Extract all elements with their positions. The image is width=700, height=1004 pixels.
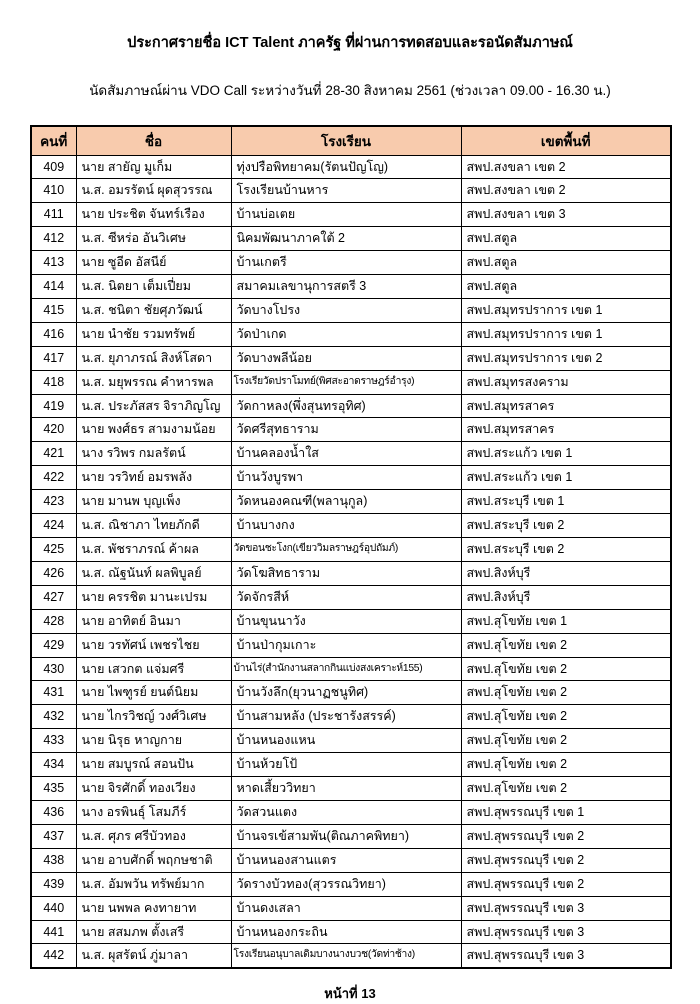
table-row	[31, 609, 671, 633]
cell-no: 414	[31, 275, 76, 299]
table-row	[31, 872, 671, 896]
cell-no: 427	[31, 585, 76, 609]
cell-no: 435	[31, 777, 76, 801]
cell-area: สพป.สุโขทัย เขต 1	[461, 609, 671, 633]
cell-name: นาย สมบูรณ์ สอนปัน	[76, 753, 231, 777]
cell-no: 420	[31, 418, 76, 442]
cell-no: 421	[31, 442, 76, 466]
table-row	[31, 538, 671, 562]
cell-name: นาย เสวกต แจ่มศรี	[76, 657, 231, 681]
cell-name: นาย นำชัย รวมทรัพย์	[76, 322, 231, 346]
cell-name: นาย จิรศักดิ์ ทองเวียง	[76, 777, 231, 801]
cell-area: สพป.สตูล	[461, 251, 671, 275]
cell-area: สพป.สระบุรี เขต 2	[461, 538, 671, 562]
cell-area: สพป.สระบุรี เขต 1	[461, 490, 671, 514]
cell-school: บ้านดงเสลา	[231, 896, 461, 920]
table-row	[31, 729, 671, 753]
header-name: ชื่อ	[76, 126, 231, 155]
cell-area: สพป.สุพรรณบุรี เขต 3	[461, 920, 671, 944]
cell-school: วัดรางบัวทอง(สุวรรณวิทยา)	[231, 872, 461, 896]
cell-area: สพป.สงขลา เขต 2	[461, 155, 671, 179]
table-row	[31, 370, 671, 394]
cell-no: 410	[31, 179, 76, 203]
table-row	[31, 920, 671, 944]
cell-no: 411	[31, 203, 76, 227]
table-row	[31, 944, 671, 968]
cell-school: โรงเรียวัดปราโมทย์(พิศสะอาดราษฎร์อำรุง)	[231, 370, 461, 394]
table-row	[31, 466, 671, 490]
cell-school: บ้านไร่(สำนักงานสลากกินแบ่งสงเคราะห์155)	[231, 657, 461, 681]
cell-name: น.ส. นิตยา เต็มเปี่ยม	[76, 275, 231, 299]
table-row	[31, 155, 671, 179]
header-school: โรงเรียน	[231, 126, 461, 155]
cell-school: วัดบางโปรง	[231, 298, 461, 322]
cell-no: 433	[31, 729, 76, 753]
table-header-row	[31, 126, 671, 155]
cell-area: สพป.สมุทรปราการ เขต 2	[461, 346, 671, 370]
cell-name: น.ส. อมรรัตน์ ผุดสุวรรณ	[76, 179, 231, 203]
cell-school: วัดโฆสิทธาราม	[231, 561, 461, 585]
cell-area: สพป.สุพรรณบุรี เขต 2	[461, 824, 671, 848]
cell-school: โรงเรียนอนุบาลเดิมบางนางบวช(วัดท่าช้าง)	[231, 944, 461, 968]
cell-school: บ้านเกตรี	[231, 251, 461, 275]
cell-no: 434	[31, 753, 76, 777]
cell-name: นาย นิรุธ หาญกาย	[76, 729, 231, 753]
cell-no: 429	[31, 633, 76, 657]
cell-school: วัดหนองคณฑี(พลานุกูล)	[231, 490, 461, 514]
table-row	[31, 561, 671, 585]
cell-area: สพป.สระบุรี เขต 2	[461, 514, 671, 538]
cell-school: บ้านคลองน้ำใส	[231, 442, 461, 466]
cell-area: สพป.สมุทรปราการ เขต 1	[461, 298, 671, 322]
table-row	[31, 251, 671, 275]
cell-no: 412	[31, 227, 76, 251]
cell-school: วัดบางพลีน้อย	[231, 346, 461, 370]
table-body	[31, 155, 671, 968]
cell-area: สพป.สมุทรปราการ เขต 1	[461, 322, 671, 346]
cell-area: สพป.สตูล	[461, 275, 671, 299]
cell-no: 440	[31, 896, 76, 920]
cell-school: บ้านห้วยโป้	[231, 753, 461, 777]
cell-school: บ้านหนองแหน	[231, 729, 461, 753]
cell-area: สพป.สุโขทัย เขต 2	[461, 729, 671, 753]
cell-name: น.ส. ณัฐนันท์ ผลพิบูลย์	[76, 561, 231, 585]
cell-area: สพป.สงขลา เขต 2	[461, 179, 671, 203]
cell-no: 417	[31, 346, 76, 370]
cell-school: บ้านหนองสานแตร	[231, 848, 461, 872]
cell-area: สพป.สุพรรณบุรี เขต 3	[461, 896, 671, 920]
cell-name: น.ส. ชนิตา ชัยศุภวัฒน์	[76, 298, 231, 322]
cell-no: 418	[31, 370, 76, 394]
cell-no: 409	[31, 155, 76, 179]
cell-no: 431	[31, 681, 76, 705]
cell-area: สพป.สระแก้ว เขต 1	[461, 466, 671, 490]
table-row	[31, 896, 671, 920]
table-row	[31, 800, 671, 824]
cell-name: น.ส. ประภัสสร จิราภิญโญ	[76, 394, 231, 418]
cell-school: ทุ่งปรือพิทยาคม(รัตนปัญโญ)	[231, 155, 461, 179]
cell-name: นาย ไกรวิชญ์ วงศ์วิเศษ	[76, 705, 231, 729]
table-row	[31, 777, 671, 801]
page-number: หน้าที่ 13	[324, 986, 376, 1002]
table-row	[31, 322, 671, 346]
table-row	[31, 753, 671, 777]
cell-no: 432	[31, 705, 76, 729]
cell-name: น.ส. พัชราภรณ์ ค้าผล	[76, 538, 231, 562]
table-row	[31, 298, 671, 322]
cell-no: 438	[31, 848, 76, 872]
cell-name: น.ส. ศุภร ศรีบัวทอง	[76, 824, 231, 848]
table-row	[31, 824, 671, 848]
table-row	[31, 346, 671, 370]
cell-school: หาดเสี้ยววิทยา	[231, 777, 461, 801]
cell-school: บ้านบางกง	[231, 514, 461, 538]
cell-school: วัดป่าเกด	[231, 322, 461, 346]
cell-area: สพป.สุพรรณบุรี เขต 3	[461, 944, 671, 968]
header-area: เขตพื้นที่	[461, 126, 671, 155]
cell-school: บ้านหนองกระถิน	[231, 920, 461, 944]
cell-name: น.ส. ยุภาภรณ์ สิงห์โสดา	[76, 346, 231, 370]
cell-school: วัดศรีสุทธาราม	[231, 418, 461, 442]
table-row	[31, 227, 671, 251]
cell-name: น.ส. อัมพวัน ทรัพย์มาก	[76, 872, 231, 896]
cell-no: 413	[31, 251, 76, 275]
cell-name: น.ส. ซีหร่อ อันวิเศษ	[76, 227, 231, 251]
table-row	[31, 657, 671, 681]
cell-name: นาย ประชิต จันทร์เรือง	[76, 203, 231, 227]
cell-name: นาย ซูอีด อัสนีย์	[76, 251, 231, 275]
cell-area: สพป.สุโขทัย เขต 2	[461, 633, 671, 657]
table-row	[31, 275, 671, 299]
cell-area: สพป.สมุทรสาคร	[461, 394, 671, 418]
table-row	[31, 394, 671, 418]
cell-name: นาย วรทัศน์ เพชรไชย	[76, 633, 231, 657]
cell-school: บ้านขุนนาวัง	[231, 609, 461, 633]
table-row	[31, 633, 671, 657]
cell-area: สพป.สุโขทัย เขต 2	[461, 657, 671, 681]
cell-no: 428	[31, 609, 76, 633]
cell-school: วัดสวนแตง	[231, 800, 461, 824]
cell-no: 436	[31, 800, 76, 824]
cell-name: นาย ครรชิต มานะเปรม	[76, 585, 231, 609]
table-row	[31, 514, 671, 538]
cell-name: น.ส. ผุสรัตน์ ภู่มาลา	[76, 944, 231, 968]
cell-area: สพป.สตูล	[461, 227, 671, 251]
cell-area: สพป.สระแก้ว เขต 1	[461, 442, 671, 466]
cell-name: นาย อาทิตย์ อินมา	[76, 609, 231, 633]
table-row	[31, 179, 671, 203]
cell-school: บ้านสามหลัง (ประชารังสรรค์)	[231, 705, 461, 729]
cell-school: บ้านบ่อเตย	[231, 203, 461, 227]
cell-area: สพป.สุโขทัย เขต 2	[461, 753, 671, 777]
cell-area: สพป.สุโขทัย เขต 2	[461, 705, 671, 729]
cell-area: สพป.สิงห์บุรี	[461, 585, 671, 609]
cell-school: บ้านวังลึก(ยุวนาฏชนูทิศ)	[231, 681, 461, 705]
cell-area: สพป.สุพรรณบุรี เขต 1	[461, 800, 671, 824]
table-row	[31, 418, 671, 442]
table-row	[31, 681, 671, 705]
table-header	[31, 126, 671, 155]
cell-name: นาย นพพล คงทายาท	[76, 896, 231, 920]
cell-name: นาง อรพินธุ์ โสมภีร์	[76, 800, 231, 824]
cell-no: 425	[31, 538, 76, 562]
table-row	[31, 442, 671, 466]
table-row	[31, 705, 671, 729]
table-row	[31, 490, 671, 514]
cell-school: วัดขอนชะโงก(เขียววิมลราษฎร์อุปถัมภ์)	[231, 538, 461, 562]
cell-no: 415	[31, 298, 76, 322]
cell-name: นาย สสมภพ ตั้งเสรี	[76, 920, 231, 944]
cell-area: สพป.สุโขทัย เขต 2	[461, 777, 671, 801]
cell-no: 422	[31, 466, 76, 490]
cell-school: นิคมพัฒนาภาคใต้ 2	[231, 227, 461, 251]
cell-school: บ้านป่ากุมเกาะ	[231, 633, 461, 657]
cell-area: สพป.สุโขทัย เขต 2	[461, 681, 671, 705]
cell-name: นาย อาบศักดิ์ พฤกษชาติ	[76, 848, 231, 872]
cell-area: สพป.สุพรรณบุรี เขต 2	[461, 872, 671, 896]
cell-no: 419	[31, 394, 76, 418]
cell-name: นาย มานพ บุญเพ็ง	[76, 490, 231, 514]
page-subtitle: นัดสัมภาษณ์ผ่าน VDO Call ระหว่างวันที่ 28-30 สิงหาคม 2561 (ช่วงเวลา 09.00 - 16.30 น.)	[89, 83, 611, 98]
table-row	[31, 848, 671, 872]
cell-name: นาย พงศ์ธร สามงามน้อย	[76, 418, 231, 442]
cell-no: 442	[31, 944, 76, 968]
table-row	[31, 203, 671, 227]
cell-school: สมาคมเลขานุการสตรี 3	[231, 275, 461, 299]
header-no: คนที่	[31, 126, 76, 155]
cell-name: น.ส. มยุพรรณ คำหารพล	[76, 370, 231, 394]
cell-no: 437	[31, 824, 76, 848]
page-title: ประกาศรายชื่อ ICT Talent ภาครัฐ ที่ผ่านการทดสอบและรอนัดสัมภาษณ์	[127, 35, 573, 51]
cell-no: 426	[31, 561, 76, 585]
cell-no: 416	[31, 322, 76, 346]
cell-area: สพป.สงขลา เขต 3	[461, 203, 671, 227]
cell-no: 424	[31, 514, 76, 538]
cell-name: นาง รวิพร กมลรัตน์	[76, 442, 231, 466]
cell-area: สพป.สมุทรสาคร	[461, 418, 671, 442]
cell-no: 423	[31, 490, 76, 514]
cell-school: บ้านวังบูรพา	[231, 466, 461, 490]
cell-no: 430	[31, 657, 76, 681]
roster-table	[30, 125, 672, 969]
cell-area: สพป.สมุทรสงคราม	[461, 370, 671, 394]
cell-school: วัดจักรสีห์	[231, 585, 461, 609]
cell-area: สพป.สุพรรณบุรี เขต 2	[461, 848, 671, 872]
cell-no: 439	[31, 872, 76, 896]
cell-name: นาย วรวิทย์ อมรพลัง	[76, 466, 231, 490]
cell-school: บ้านจรเข้สามพัน(ติณภาคพิทยา)	[231, 824, 461, 848]
table-row	[31, 585, 671, 609]
cell-name: นาย สายัญ มูเก็ม	[76, 155, 231, 179]
cell-name: น.ส. ณิชาภา ไทยภักดี	[76, 514, 231, 538]
cell-no: 441	[31, 920, 76, 944]
cell-area: สพป.สิงห์บุรี	[461, 561, 671, 585]
cell-name: นาย ไพฑูรย์ ยนต์นิยม	[76, 681, 231, 705]
cell-school: โรงเรียนบ้านหาร	[231, 179, 461, 203]
cell-school: วัดกาหลง(พึ่งสุนทรอุทิศ)	[231, 394, 461, 418]
